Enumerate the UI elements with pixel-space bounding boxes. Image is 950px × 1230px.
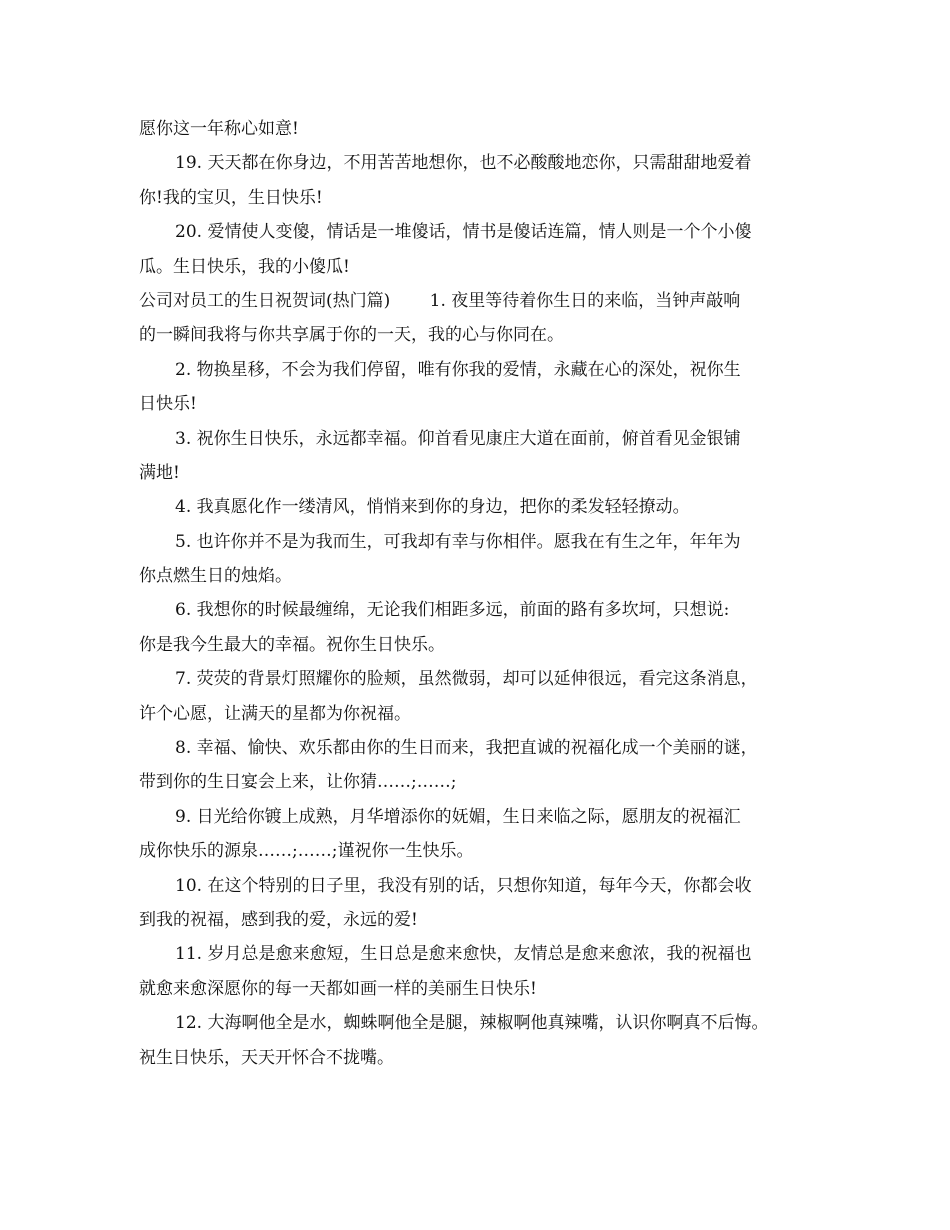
text-line: 4. 我真愿化作一缕清风，悄悄来到你的身边，把你的柔发轻轻撩动。 <box>175 497 690 518</box>
text-line: 20. 爱情使人变傻，情话是一堆傻话，情书是傻话连篇，情人则是一个个小傻 <box>175 222 752 243</box>
text-line: 12. 大海啊他全是水，蜘蛛啊他全是腿，辣椒啊他真辣嘴，认识你啊真不后悔。 <box>175 1013 769 1034</box>
text-line: 成你快乐的源泉……;……;谨祝你一生快乐。 <box>139 841 474 862</box>
text-line: 日快乐! <box>139 394 197 415</box>
text-line: 9. 日光给你镀上成熟，月华增添你的妩媚，生日来临之际，愿朋友的祝福汇 <box>175 806 741 827</box>
text-line: 你是我今生最大的幸福。祝你生日快乐。 <box>139 634 445 655</box>
document-body <box>139 112 829 1075</box>
text-line: 你点燃生日的烛焰。 <box>139 566 292 587</box>
text-line: 的一瞬间我将与你共享属于你的一天，我的心与你同在。 <box>139 325 564 346</box>
text-line: 带到你的生日宴会上来，让你猜……;……; <box>139 772 457 793</box>
text-line: 19. 天天都在你身边，不用苦苦地想你，也不必酸酸地恋你，只需甜甜地爱着 <box>175 153 752 174</box>
text-line: 10. 在这个特别的日子里，我没有别的话，只想你知道，每年今天，你都会收 <box>175 875 752 896</box>
text-line: 你!我的宝贝，生日快乐! <box>139 187 323 208</box>
text-line: 7. 荧荧的背景灯照耀你的脸颊，虽然微弱，却可以延伸很远，看完这条消息， <box>175 669 758 690</box>
text-line: 祝生日快乐，天天开怀合不拢嘴。 <box>139 1047 394 1068</box>
text-line: 瓜。生日快乐，我的小傻瓜! <box>139 256 350 277</box>
text-line: 11. 岁月总是愈来愈短，生日总是愈来愈快，友情总是愈来愈浓，我的祝福也 <box>175 944 752 965</box>
text-line: 满地! <box>139 462 180 483</box>
text-line: 5. 也许你并不是为我而生，可我却有幸与你相伴。愿我在有生之年，年年为 <box>175 531 741 552</box>
text-line: 3. 祝你生日快乐，永远都幸福。仰首看见康庄大道在面前，俯首看见金银铺 <box>175 428 741 449</box>
text-line: 愿你这一年称心如意! <box>139 119 299 139</box>
text-line: 2. 物换星移，不会为我们停留，唯有你我的爱情，永藏在心的深处，祝你生 <box>175 359 741 380</box>
section-heading-line: 公司对员工的生日祝贺词(热门篇) 1. 夜里等待着你生日的来临，当钟声敲响 <box>139 290 741 311</box>
text-line: 到我的祝福，感到我的爱，永远的爱! <box>139 909 418 930</box>
text-line: 许个心愿，让满天的星都为你祝福。 <box>139 703 411 724</box>
text-line: 8. 幸福、愉快、欢乐都由你的生日而来，我把直诚的祝福化成一个美丽的谜， <box>175 738 758 759</box>
text-line: 就愈来愈深愿你的每一天都如画一样的美丽生日快乐! <box>139 978 537 999</box>
text-line: 6. 我想你的时候最缠绵，无论我们相距多远，前面的路有多坎坷，只想说: <box>175 600 730 621</box>
